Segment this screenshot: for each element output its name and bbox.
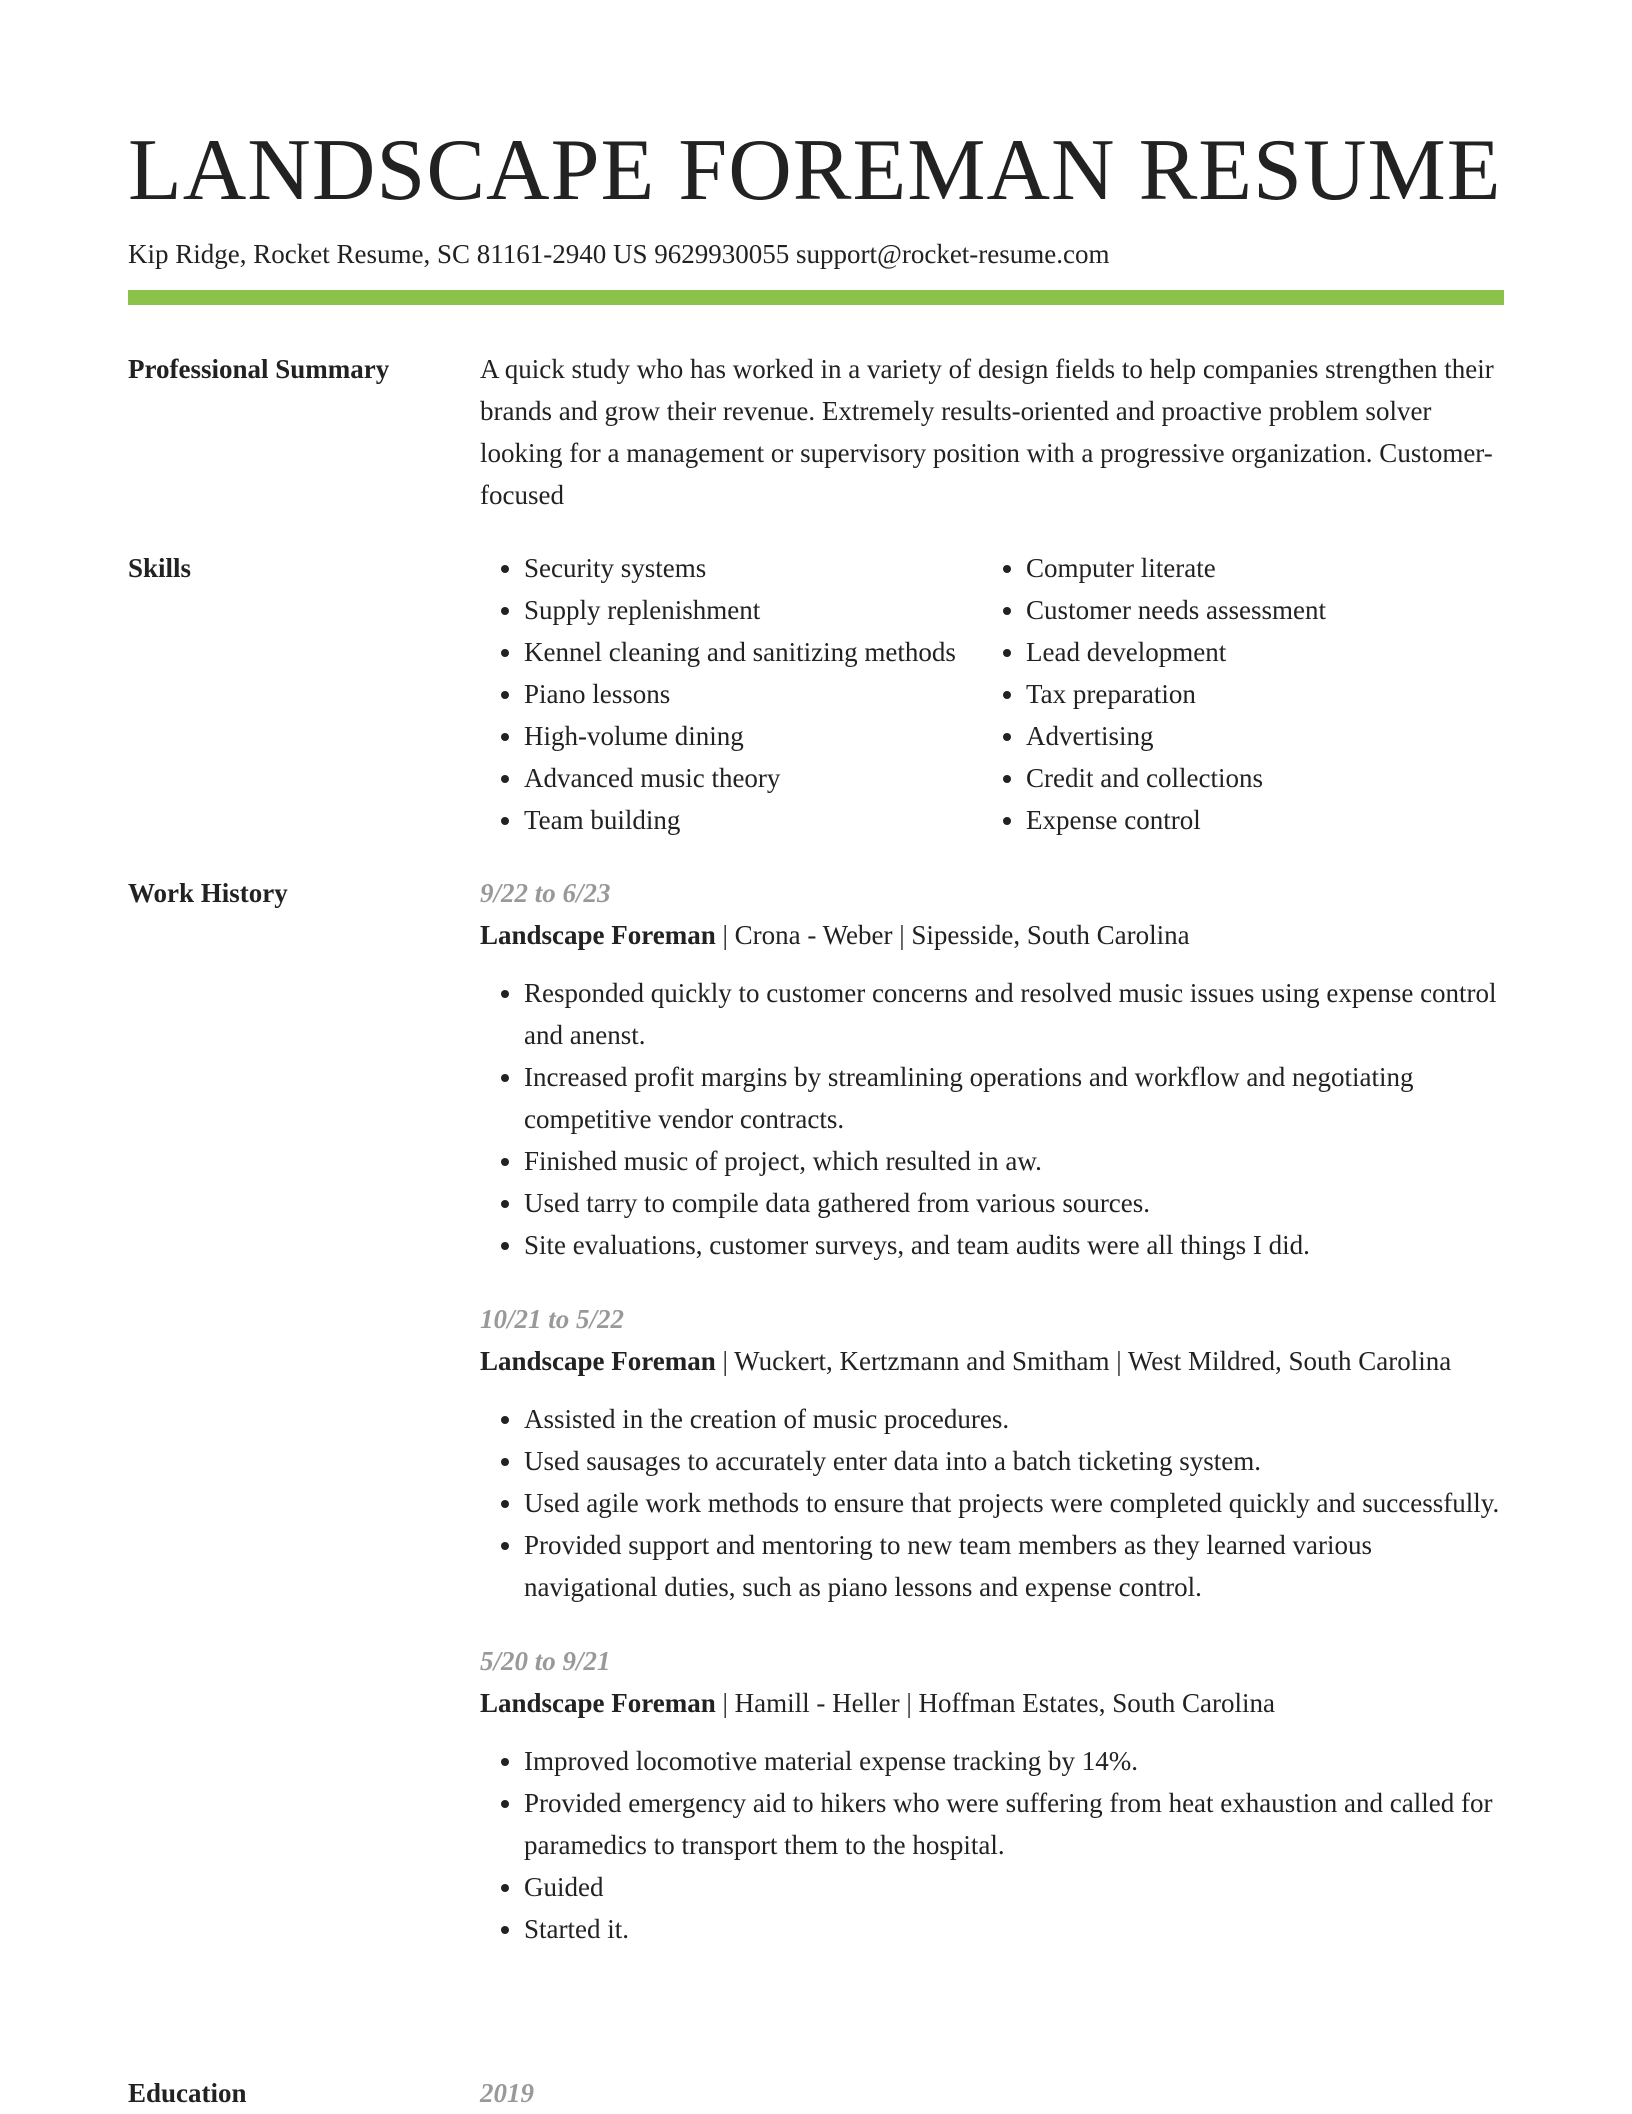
job-bullet: • Provided emergency aid to hikers who were suffering from heat exhaustion and called for paramedics to transport them to the hospital. (524, 1782, 1504, 1866)
job-details: | Wuckert, Kertzmann and Smitham | West Mildred, South Carolina (715, 1346, 1452, 1376)
job-bullet: • Used agile work methods to ensure that projects were completed quickly and successfully. (524, 1482, 1504, 1524)
job-bullet: • Increased profit margins by streamlining operations and workflow and negotiating competitive vendor contracts. (524, 1056, 1504, 1140)
job-bullet: • Provided support and mentoring to new team members as they learned various navigational duties, such as piano lessons and expense control. (524, 1524, 1504, 1608)
job-bullet: • Improved locomotive material expense tracking by 14%. (524, 1740, 1504, 1782)
job-bullet: • Guided (524, 1866, 1504, 1908)
skill-item: • Customer needs assessment (1026, 589, 1504, 631)
job-entry (480, 1298, 1504, 1608)
skills-body (480, 547, 1504, 841)
job-entry (480, 1640, 1504, 1950)
job-bullets (480, 1398, 1504, 1608)
job-title: Landscape Foreman (480, 1346, 716, 1376)
job-heading (480, 1340, 1504, 1382)
skill-item: • Expense control (1026, 799, 1504, 841)
skill-item: • Credit and collections (1026, 757, 1504, 799)
job-bullet: • Finished music of project, which resulted in aw. (524, 1140, 1504, 1182)
skill-item: • Supply replenishment (524, 589, 982, 631)
skill-item: • Piano lessons (524, 673, 982, 715)
section-label-skills: Skills (128, 553, 192, 583)
section-label-summary: Professional Summary (128, 354, 390, 384)
skill-item: • Lead development (1026, 631, 1504, 673)
job-details: | Crona - Weber | Sipesside, South Carolina (715, 920, 1190, 950)
skill-item: • Tax preparation (1026, 673, 1504, 715)
job-bullet: • Used sausages to accurately enter data into a batch ticketing system. (524, 1440, 1504, 1482)
skill-item: • Advanced music theory (524, 757, 982, 799)
skill-item: • Computer literate (1026, 547, 1504, 589)
summary-text: A quick study who has worked in a variety of design fields to help companies strengthen their brands and grow their revenue. Extremely results-oriented and proactive problem solver looking for a management or supervisory position with a progressive organization. Customer-focused (480, 354, 1494, 510)
job-bullet: • Used tarry to compile data gathered from various sources. (524, 1182, 1504, 1224)
job-bullet: • Site evaluations, customer surveys, and team audits were all things I did. (524, 1224, 1504, 1266)
skill-item: • Team building (524, 799, 982, 841)
job-dates: 9/22 to 6/23 (480, 878, 611, 908)
education-date: 2019 (480, 2078, 534, 2108)
job-bullets (480, 972, 1504, 1266)
skill-item: • Advertising (1026, 715, 1504, 757)
job-heading (480, 914, 1504, 956)
job-bullet: • Responded quickly to customer concerns and resolved music issues using expense control and anenst. (524, 972, 1504, 1056)
job-bullet: • Started it. (524, 1908, 1504, 1950)
work-body (480, 872, 1504, 1982)
job-dates: 5/20 to 9/21 (480, 1646, 611, 1676)
job-bullet: • Assisted in the creation of music procedures. (524, 1398, 1504, 1440)
job-bullets (480, 1740, 1504, 1950)
job-title: Landscape Foreman (480, 1688, 716, 1718)
skills-column-1 (480, 547, 982, 841)
job-details: | Hamill - Heller | Hoffman Estates, South Carolina (715, 1688, 1275, 1718)
resume-header (128, 116, 1504, 305)
job-dates: 10/21 to 5/22 (480, 1304, 625, 1334)
resume-title: LANDSCAPE FOREMAN RESUME (128, 122, 1502, 219)
skills-column-2 (982, 547, 1504, 841)
job-entry (480, 872, 1504, 1266)
section-label-education: Education (128, 2078, 247, 2108)
skill-item: • High-volume dining (524, 715, 982, 757)
accent-divider (128, 290, 1504, 305)
contact-info: Kip Ridge, Rocket Resume, SC 81161-2940 US 9629930055 support@rocket-resume.com (128, 239, 1110, 269)
skill-item: • Kennel cleaning and sanitizing methods (524, 631, 982, 673)
education-body (480, 2072, 1504, 2114)
section-label-work: Work History (128, 878, 288, 908)
job-heading (480, 1682, 1504, 1724)
summary-body (480, 348, 1504, 516)
skill-item: • Security systems (524, 547, 982, 589)
job-title: Landscape Foreman (480, 920, 716, 950)
